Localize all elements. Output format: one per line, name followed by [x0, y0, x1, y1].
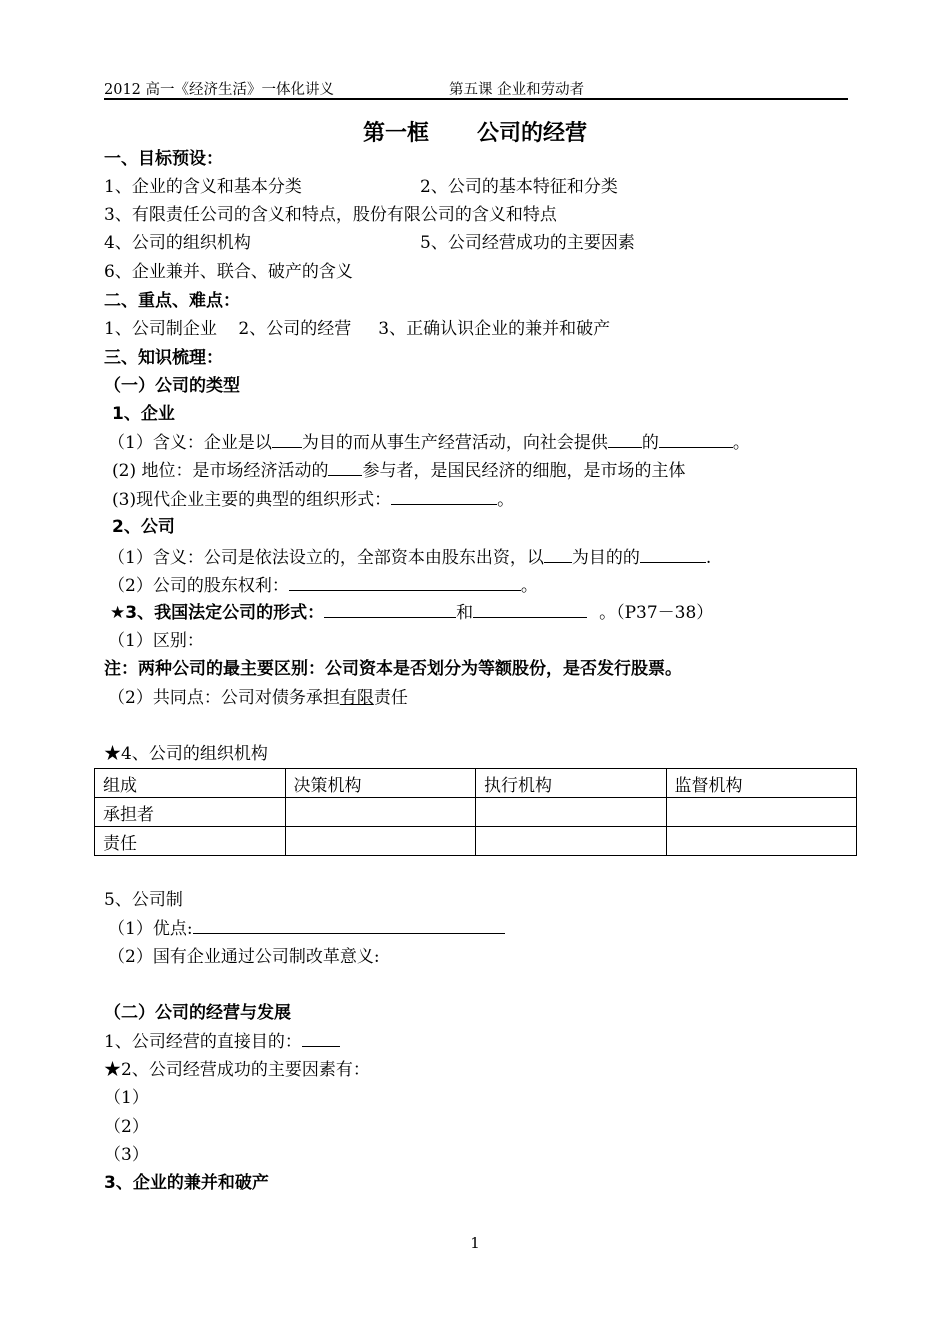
enterprise-definition: （1）含义：企业是以 为目的而从事生产经营活动，向社会提供 的 。 — [108, 433, 750, 453]
merger-bankruptcy-heading: 3、企业的兼并和破产 — [104, 1173, 269, 1193]
table-cell: 责任 — [95, 827, 286, 856]
page-number: 1 — [470, 1234, 480, 1252]
table-cell: 决策机构 — [285, 769, 476, 798]
factor-2: （2） — [104, 1117, 149, 1137]
title-part1: 第一框 — [362, 121, 429, 146]
section-knowledge-heading: 三、知识梳理： — [104, 348, 223, 368]
key-points: 1、公司制企业 2、公司的经营 3、正确认识企业的兼并和破产 — [104, 319, 611, 339]
table-cell[interactable] — [476, 827, 667, 856]
table-cell[interactable] — [666, 798, 857, 827]
table-row — [95, 769, 857, 798]
header-right: 第五课 企业和劳动者 — [449, 82, 585, 98]
blank-company-what[interactable] — [640, 546, 706, 563]
forms-common: （2）共同点：公司对债务承担有限责任 — [108, 688, 408, 708]
table-cell: 执行机构 — [476, 769, 667, 798]
table-cell: 组成 — [95, 769, 286, 798]
ops-direct-purpose: 1、公司经营的直接目的： — [104, 1030, 340, 1053]
ops-heading: （二）公司的经营与发展 — [104, 1003, 291, 1023]
table-row — [95, 827, 857, 856]
blank-form[interactable] — [391, 488, 497, 505]
blank-provide[interactable] — [608, 431, 642, 448]
enterprise-form: (3)现代企业主要的典型的组织形式： 。 — [112, 490, 515, 510]
table-cell[interactable] — [666, 827, 857, 856]
page-header — [104, 76, 848, 100]
blank-what[interactable] — [659, 431, 733, 448]
table-cell: 监督机构 — [666, 769, 857, 798]
table-cell: 承担者 — [95, 798, 286, 827]
company-definition: （1）含义：公司是依法设立的，全部资本由股东出资，以 为目的的 . — [108, 548, 712, 568]
page-title — [0, 116, 950, 147]
blank-company-purpose[interactable] — [544, 546, 572, 563]
org-heading: ★4、公司的组织机构 — [104, 744, 268, 764]
system-reform: （2）国有企业通过公司制改革意义: — [108, 947, 380, 967]
legal-forms: ★3、我国法定公司的形式： 和 。（P37－38） — [110, 603, 714, 623]
subsection-types-heading: （一）公司的类型 — [104, 376, 240, 396]
section-key-points-heading: 二、重点、难点： — [104, 291, 240, 311]
title-part2: 公司的经营 — [477, 121, 588, 146]
goal-row-1 — [104, 176, 618, 198]
blank-purpose[interactable] — [272, 431, 302, 448]
table-cell[interactable] — [285, 798, 476, 827]
factor-3: （3） — [104, 1145, 149, 1165]
company-system-heading: 5、公司制 — [104, 890, 183, 910]
blank-direct-purpose[interactable] — [302, 1030, 340, 1047]
goal-1: 1、企业的含义和基本分类 — [104, 177, 302, 197]
goal-5: 5、公司经营成功的主要因素 — [420, 233, 635, 253]
company-heading: 2、公司 — [112, 517, 175, 537]
blank-participant[interactable] — [328, 459, 362, 476]
shareholder-rights: （2）公司的股东权利： 。 — [108, 576, 538, 596]
enterprise-position: (2) 地位：是市场经济活动的 参与者，是国民经济的细胞，是市场的主体 — [112, 461, 686, 481]
goal-6: 6、企业兼并、联合、破产的含义 — [104, 262, 353, 282]
enterprise-heading: 1、企业 — [112, 404, 175, 424]
blank-form-2[interactable] — [473, 601, 587, 618]
blank-advantages[interactable] — [193, 917, 505, 934]
blank-rights[interactable] — [289, 574, 521, 591]
system-advantages: （1）优点: — [108, 917, 505, 940]
forms-note: 注：两种公司的最主要区别：公司资本是否划分为等额股份，是否发行股票。 — [104, 659, 682, 679]
goal-4: 4、公司的组织机构 — [104, 233, 251, 253]
table-cell[interactable] — [285, 827, 476, 856]
ops-success-factors: ★2、公司经营成功的主要因素有： — [104, 1060, 370, 1080]
org-structure-table — [94, 768, 857, 856]
factor-1: （1） — [104, 1088, 149, 1108]
goal-3: 3、有限责任公司的含义和特点，股份有限公司的含义和特点 — [104, 205, 557, 225]
table-row — [95, 798, 857, 827]
header-left: 2012 高一《经济生活》一体化讲义 — [104, 82, 335, 98]
table-cell[interactable] — [476, 798, 667, 827]
blank-form-1[interactable] — [324, 601, 456, 618]
section-goals-heading: 一、目标预设： — [104, 149, 223, 169]
goal-2: 2、公司的基本特征和分类 — [420, 177, 618, 197]
goal-row-2 — [104, 232, 635, 254]
forms-difference: （1）区别： — [108, 631, 204, 651]
